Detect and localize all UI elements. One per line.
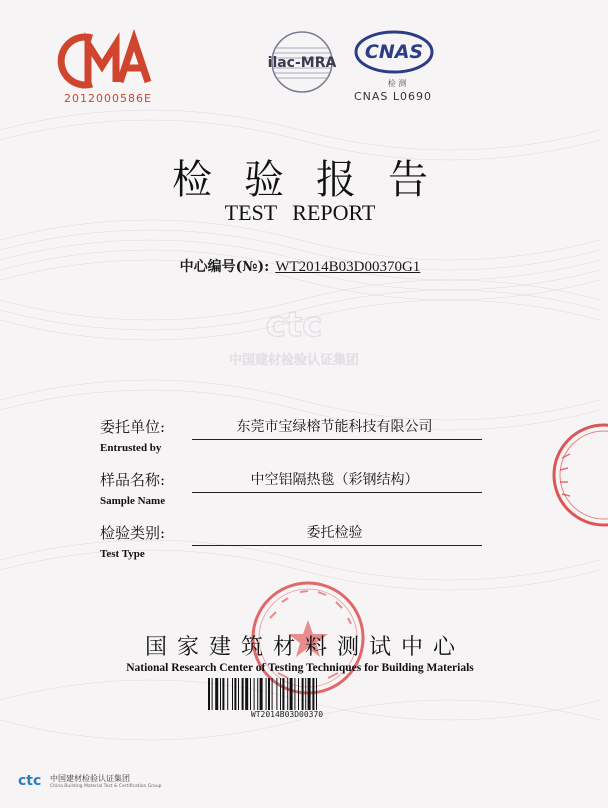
entrusted-by-value: 东莞市宝绿榕节能科技有限公司 (236, 419, 433, 435)
cma-code: 2012000586E (64, 92, 152, 105)
issuer-name-chinese: 国家建筑材料测试中心 (144, 635, 465, 660)
barcode-bar (250, 678, 251, 710)
test-type-label: 检验类别: (100, 524, 166, 542)
svg-text:中国建材检验认证集团: 中国建材检验认证集团 (228, 353, 360, 368)
barcode-bar (220, 678, 221, 710)
barcode-bar (242, 678, 244, 710)
barcode-bar (287, 678, 288, 710)
sample-name-label-en: Sample Name (100, 495, 166, 507)
barcode-bar (234, 678, 236, 710)
barcode-bar (238, 678, 239, 710)
barcode-bar (280, 678, 281, 710)
ctc-watermark (228, 302, 360, 374)
svg-text:ctc: ctc (18, 773, 42, 789)
footer-group-name: 中国建材检验认证集团 (50, 774, 130, 783)
barcode-bar (257, 678, 258, 710)
barcode-bar (298, 678, 299, 710)
barcode-bar (227, 678, 228, 710)
cnas-sub-label: 检 测 (387, 79, 407, 88)
barcode-bar (222, 678, 224, 710)
svg-text:ilac-MRA: ilac-MRA (267, 55, 337, 71)
barcode-bar (302, 678, 304, 710)
entrusted-by-label-en: Entrusted by (100, 442, 162, 454)
barcode (206, 678, 368, 710)
barcode-bar (316, 678, 317, 710)
sample-name-label: 样品名称: (100, 471, 166, 489)
sample-name-value: 中空铝隔热毯（彩钢结构） (250, 472, 419, 488)
partial-seal-right (548, 420, 608, 530)
barcode-text: WT2014B03D00370 (250, 710, 324, 719)
barcode-bar (245, 678, 248, 710)
entrusted-by-label: 委托单位: (100, 418, 166, 436)
footer-group-name-en: China Building Material Test & Certification Group (50, 784, 162, 789)
sample-name-underline (192, 492, 482, 493)
cma-logo (62, 30, 154, 92)
test-type-value: 委托检验 (306, 525, 363, 541)
barcode-bar (254, 678, 255, 710)
report-number-label: 中心编号(№): (179, 259, 270, 275)
barcode-bar (294, 678, 295, 710)
barcode-bar (272, 678, 273, 710)
svg-text:ctc: ctc (265, 305, 323, 345)
barcode-bar (208, 678, 210, 710)
issuer-name-english: National Research Center of Testing Techniques for Building Materials (126, 662, 474, 674)
svg-text:CNAS: CNAS (364, 41, 424, 63)
barcode-bar (312, 678, 314, 710)
barcode-bar (260, 678, 263, 710)
entrusted-by-underline (192, 439, 482, 440)
barcode-bar (276, 678, 277, 710)
title-english: TEST REPORT (224, 200, 376, 225)
barcode-bar (212, 678, 213, 710)
cnas-code: CNAS L0690 (354, 90, 433, 103)
barcode-bar (232, 678, 233, 710)
report-number-value: WT2014B03D00370G1 (275, 259, 421, 275)
barcode-bar (290, 678, 293, 710)
barcode-bar (308, 678, 311, 710)
ilac-mra-logo (262, 22, 358, 102)
title-chinese: 检验报告 (172, 157, 460, 203)
test-type-underline (192, 545, 482, 546)
report-number (0, 256, 600, 276)
cnas-logo (352, 26, 436, 82)
barcode-bar (282, 678, 284, 710)
test-type-label-en: Test Type (100, 548, 145, 560)
barcode-bar (268, 678, 270, 710)
barcode-bar (305, 678, 306, 710)
barcode-bar (266, 678, 267, 710)
barcode-bar (215, 678, 218, 710)
ctc-logo (18, 772, 50, 788)
